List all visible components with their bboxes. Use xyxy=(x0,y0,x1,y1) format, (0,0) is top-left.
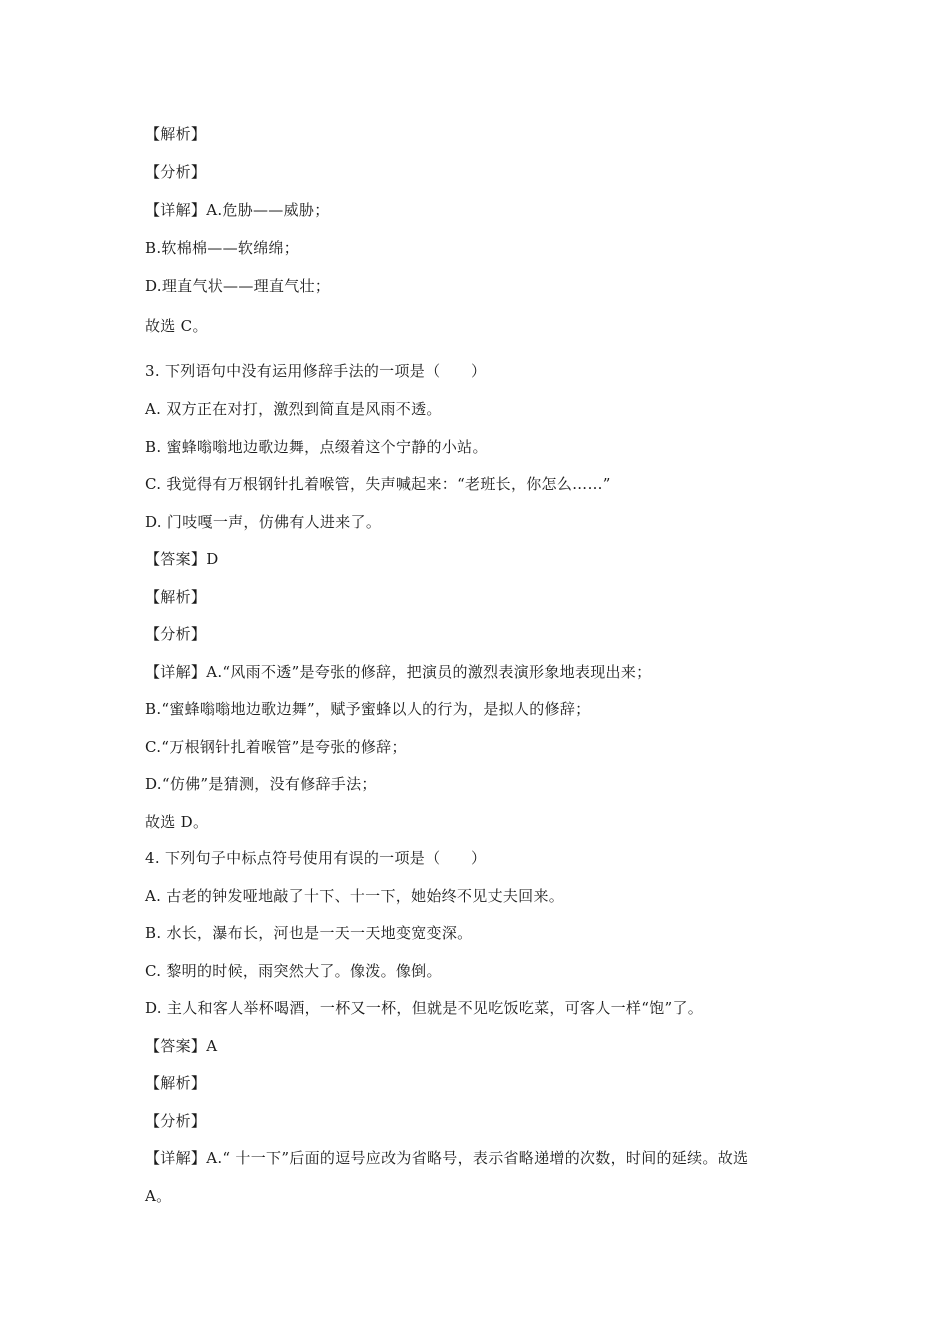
detail-line-b: B.软棉棉——软绵绵； xyxy=(145,239,300,257)
q3-detail-b: B.“蜜蜂嗡嗡地边歌边舞”，赋予蜜蜂以人的行为，是拟人的修辞； xyxy=(145,700,591,718)
q3-option-a: A. 双方正在对打，激烈到简直是风雨不透。 xyxy=(145,400,442,418)
q3-option-d: D. 门吱嘎一声，仿佛有人进来了。 xyxy=(145,513,382,531)
q3-detail-d: D.“仿佛”是猜测，没有修辞手法； xyxy=(145,775,377,793)
q4-option-a: A. 古老的钟发哑地敲了十下、十一下，她始终不见丈夫回来。 xyxy=(145,887,565,905)
question-3: 3. 下列语句中没有运用修辞手法的一项是（ ） xyxy=(145,362,487,380)
choice-line-1: 故选 C。 xyxy=(145,317,208,335)
q3-detail-a: 【详解】A.“风雨不透”是夸张的修辞，把演员的激烈表演形象地表现出来； xyxy=(145,663,652,681)
q4-heading-fenxi: 【分析】 xyxy=(145,1112,207,1130)
question-4: 4. 下列句子中标点符号使用有误的一项是（ ） xyxy=(145,849,487,867)
q3-choice: 故选 D。 xyxy=(145,813,209,831)
q4-heading-jiexi: 【解析】 xyxy=(145,1074,207,1092)
q4-detail-cont: A。 xyxy=(145,1187,172,1205)
q3-option-c: C. 我觉得有万根钢针扎着喉管，失声喊起来：“老班长，你怎么……” xyxy=(145,475,611,493)
q4-detail: 【详解】A.“ 十一下”后面的逗号应改为省略号，表示省略递增的次数，时间的延续。故选 xyxy=(145,1149,749,1167)
q3-heading-jiexi: 【解析】 xyxy=(145,588,207,606)
detail-line-a: 【详解】A.危胁——威胁； xyxy=(145,201,330,219)
q3-detail-c: C.“万根钢针扎着喉管”是夸张的修辞； xyxy=(145,738,407,756)
heading-jiexi-1: 【解析】 xyxy=(145,125,207,143)
q3-option-b: B. 蜜蜂嗡嗡地边歌边舞，点缀着这个宁静的小站。 xyxy=(145,438,488,456)
q4-option-c: C. 黎明的时候，雨突然大了。像泼。像倒。 xyxy=(145,962,442,980)
heading-fenxi-1: 【分析】 xyxy=(145,163,207,181)
q4-answer: 【答案】A xyxy=(145,1037,218,1055)
q3-answer: 【答案】D xyxy=(145,550,219,568)
q4-option-d: D. 主人和客人举杯喝酒，一杯又一杯，但就是不见吃饭吃菜，可客人一样“饱”了。 xyxy=(145,999,704,1017)
q3-heading-fenxi: 【分析】 xyxy=(145,625,207,643)
q4-option-b: B. 水长，瀑布长，河也是一天一天地变宽变深。 xyxy=(145,924,473,942)
detail-line-d: D.理直气状——理直气壮； xyxy=(145,277,331,295)
